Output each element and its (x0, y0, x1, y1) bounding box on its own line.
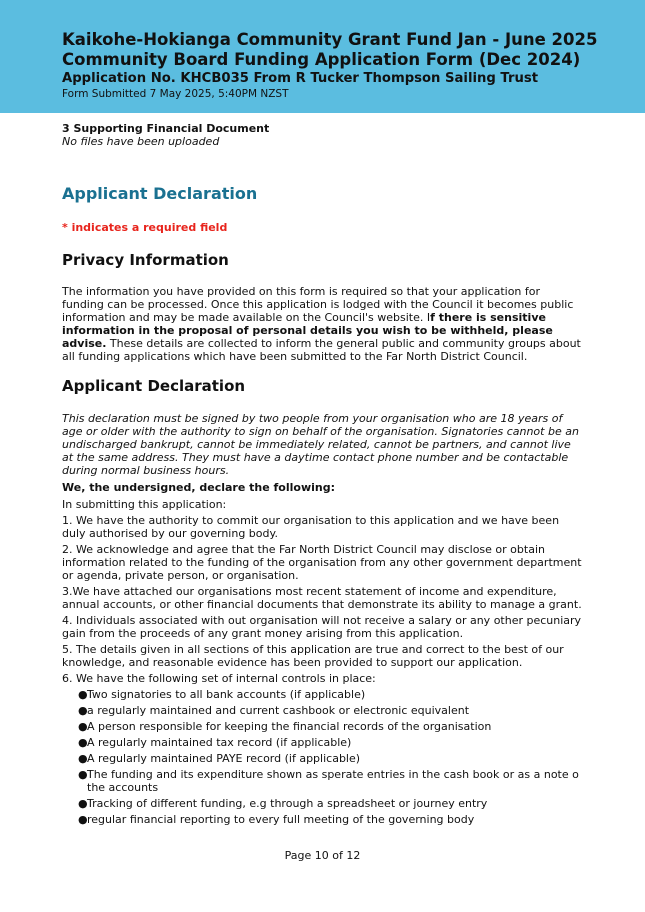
list-item-text: a regularly maintained and current cashbook or electronic equivalent (87, 704, 470, 717)
submitted-date: Form Submitted 7 May 2025, 5:40PM NZST (62, 88, 289, 100)
bullet-icon: ● (78, 813, 88, 826)
list-item (78, 813, 583, 826)
supporting-document-value: No files have been uploaded (62, 135, 220, 148)
list-item (78, 704, 583, 717)
declaration-clause: 4. Individuals associated with out organisation will not receive a salary or any other pecuniary gain from the proceeds of any grant money arising from this application. (62, 614, 582, 640)
declaration-statement: We, the undersigned, declare the following: (62, 481, 335, 494)
bullet-icon: ● (78, 797, 88, 810)
declaration-clause: 5. The details given in all sections of this application are true and correct to the best of our knowledge, and reasonable evidence has been provided to support our application. (62, 643, 564, 669)
required-field-note: * indicates a required field (62, 221, 228, 234)
page-number: Page 10 of 12 (284, 849, 361, 862)
privacy-text-part2: These details are collected to inform the general public and community groups about all funding applications which have been submitted to the Far North District Council. (62, 337, 581, 363)
list-item-text: Tracking of different funding, e.g through a spreadsheet or journey entry (87, 797, 488, 810)
internal-controls-list (62, 688, 583, 826)
list-item (78, 752, 583, 765)
privacy-text (62, 285, 583, 363)
supporting-document-label: 3 Supporting Financial Document (62, 122, 270, 135)
list-item (78, 768, 583, 794)
bullet-icon: ● (78, 688, 88, 701)
list-item (78, 797, 583, 810)
declaration-clause: 2. We acknowledge and agree that the Far North District Council may disclose or obtain information related to the funding of the organisation from any other government department or agenda, private person, or organisation. (62, 543, 582, 582)
declaration-clause: 6. We have the following set of internal controls in place: (62, 672, 376, 685)
bullet-icon: ● (78, 720, 88, 733)
list-item-text: A person responsible for keeping the financial records of the organisation (87, 720, 492, 733)
list-item (78, 720, 583, 733)
declaration-intro: This declaration must be signed by two people from your organisation who are 18 years of age or older with the authority to sign on behalf of the organisation. Signatories cannot be an undischarged bankrupt, cannot be immediately related, cannot be partners, and cannot live at the same address. They must have a daytime contact phone number and be contactable during normal business hours. (62, 412, 579, 477)
privacy-text-bold: f there is sensitive information in the proposal of personal details you wish to be withheld, please advise. (62, 311, 553, 350)
bullet-icon: ● (78, 736, 88, 749)
list-item-text: regular financial reporting to every full meeting of the governing body (87, 813, 475, 826)
privacy-heading: Privacy Information (62, 251, 229, 269)
application-number: Application No. KHCB035 From R Tucker Thompson Sailing Trust (62, 71, 539, 86)
list-item (78, 736, 583, 749)
list-item-text: A regularly maintained tax record (if applicable) (87, 736, 352, 749)
bullet-icon: ● (78, 704, 88, 717)
bullet-icon: ● (78, 752, 88, 765)
section-title: Applicant Declaration (62, 184, 258, 203)
list-item (78, 688, 583, 701)
form-header (0, 0, 645, 113)
form-title: Community Board Funding Application Form (Dec 2024) (62, 50, 581, 69)
page-content (0, 122, 645, 826)
in-submitting-label: In submitting this application: (62, 498, 227, 511)
list-item-text: A regularly maintained PAYE record (if applicable) (87, 752, 361, 765)
declaration-clause: 1. We have the authority to commit our organisation to this application and we have been duly authorised by our governing body. (62, 514, 560, 540)
bullet-icon: ● (78, 768, 88, 781)
fund-title: Kaikohe-Hokianga Community Grant Fund Jan - June 2025 (62, 30, 598, 49)
declaration-heading: Applicant Declaration (62, 377, 246, 395)
privacy-text-part1: The information you have provided on this form is required so that your application for funding can be processed. Once this application is lodged with the Council it becomes public information and may be made available on the Council's website. I (62, 285, 574, 324)
list-item-text: The funding and its expenditure shown as sperate entries in the cash book or as a note o the accounts (87, 768, 579, 794)
declaration-clause: 3.We have attached our organisations most recent statement of income and expenditure, annual accounts, or other financial documents that demonstrate its ability to manage a grant. (62, 585, 582, 611)
list-item-text: Two signatories to all bank accounts (if applicable) (87, 688, 366, 701)
